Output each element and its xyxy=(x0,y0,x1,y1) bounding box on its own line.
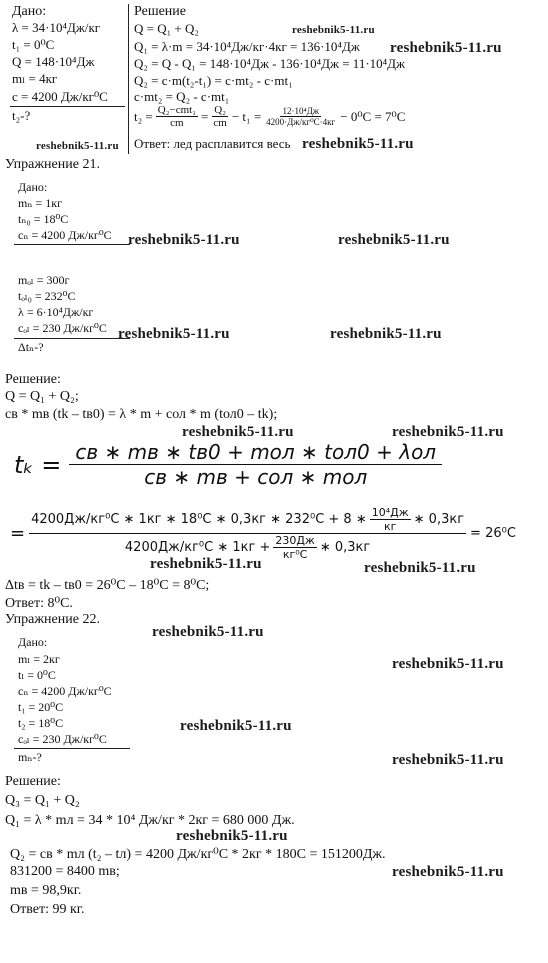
tk-formula xyxy=(14,440,442,489)
given-line: λ = 34·10⁴Дж/кг xyxy=(12,20,101,35)
watermark: reshebnik5-11.ru xyxy=(176,828,288,844)
given-divider xyxy=(14,338,130,339)
given-divider xyxy=(14,244,130,245)
given-line: Δtₙ-? xyxy=(18,340,44,354)
given-line: tₗ = 0⁰С xyxy=(18,668,56,682)
solution-line: Q = Q₁ + Q₂ xyxy=(134,21,199,36)
given-title: Дано: xyxy=(18,635,48,649)
delta-line: Δtв = tk – tв0 = 26⁰С – 18⁰С = 8⁰С; xyxy=(5,578,210,593)
solution-line: Q₃ = Q₁ + Q₂ xyxy=(5,793,80,808)
given-line: Q = 148·10⁴Дж xyxy=(12,54,95,69)
frac-num: 12·10⁴Дж xyxy=(282,105,319,116)
numeric-calc xyxy=(10,506,516,561)
solution-line: Q = Q₁ + Q₂; xyxy=(5,389,79,404)
exercise-21-title: Упражнение 21. xyxy=(5,157,100,172)
minus-t1: − t₁ = xyxy=(231,108,262,124)
watermark: reshebnik5-11.ru xyxy=(392,752,504,768)
solution-line: Q₂ = c·m(t₂-t₁) = c·mt₂ - c·mt₁ xyxy=(134,73,293,88)
solution-line: Q₁ = λ * mл = 34 * 10⁴ Дж/кг * 2кг = 680 000 Дж. xyxy=(5,813,295,828)
calc-eq: = xyxy=(10,523,26,544)
solution-line: c·mt₂ = Q₂ - c·mt₁ xyxy=(134,89,230,104)
frac-den: кг xyxy=(383,520,397,533)
given-line: tₒₗ₀ = 232⁰С xyxy=(18,289,76,303)
solution-line: 831200 = 8400 mв; xyxy=(10,864,120,879)
exercise-22-title: Упражнение 22. xyxy=(5,612,100,627)
calc-numerator: 4200Дж/кг⁰С ∗ 1кг ∗ 18⁰С ∗ 0,3кг ∗ 232⁰С + 8 ∗ xyxy=(31,512,367,527)
solution-line: Q₂ = cв * mл (t₂ – tл) = 4200 Дж/кг⁰С * 2кг * 180С = 151200Дж. xyxy=(10,847,386,862)
given-line: cₙ = 4200 Дж/кг⁰С xyxy=(18,684,112,698)
calc-denominator: 4200Дж/кг⁰С ∗ 1кг + xyxy=(124,540,271,555)
frac-num: Q₂ xyxy=(214,104,226,116)
watermark: reshebnik5-11.ru xyxy=(390,40,502,56)
formula-rhs: − 0⁰С = 7⁰С xyxy=(340,108,406,124)
frac-den: кг⁰С xyxy=(282,548,308,561)
given-title: Дано: xyxy=(12,4,47,19)
given-divider xyxy=(14,748,130,749)
given-line: mₙ = 1кг xyxy=(18,196,63,210)
given-divider xyxy=(10,106,125,107)
frac-den: cm xyxy=(213,117,227,129)
solution-title: Решение: xyxy=(5,774,61,789)
given-line: t₂-? xyxy=(12,108,31,123)
calc-result: = 26⁰С xyxy=(470,526,516,541)
given-line: mₙ-? xyxy=(18,750,42,764)
frac-den: cm xyxy=(170,117,184,129)
solution-title: Решение: xyxy=(5,372,61,387)
watermark: reshebnik5-11.ru xyxy=(180,718,292,734)
watermark: reshebnik5-11.ru xyxy=(364,560,476,576)
watermark: reshebnik5-11.ru xyxy=(392,424,504,440)
tk-numerator: cв ∗ mв ∗ tв0 + mол ∗ tол0 + λол xyxy=(69,440,442,465)
tk-lhs: tₖ = xyxy=(14,450,62,479)
solution-title: Решение xyxy=(134,4,187,19)
watermark: reshebnik5-11.ru xyxy=(330,326,442,342)
watermark: reshebnik5-11.ru xyxy=(118,326,230,342)
given-line: cₒₗ = 230 Дж/кг⁰С xyxy=(18,321,107,335)
watermark: reshebnik5-11.ru xyxy=(36,140,119,152)
given-line: cₒₗ = 230 Дж/кг⁰С xyxy=(18,732,107,746)
watermark: reshebnik5-11.ru xyxy=(302,136,414,152)
watermark: reshebnik5-11.ru xyxy=(292,24,375,36)
given-line: t₂ = 18⁰С xyxy=(18,716,64,730)
frac-num: Q₂−cmt₁ xyxy=(157,104,197,116)
frac-den: 4200·Дж/кг⁰С·4кг xyxy=(266,116,336,127)
given-line: t₁ = 20⁰С xyxy=(18,700,64,714)
solution-line: Q₁ = λ·m = 34·10⁴Дж/кг·4кг = 136·10⁴Дж xyxy=(134,39,360,54)
given-line: λ = 6·10⁴Дж/кг xyxy=(18,305,94,319)
column-divider xyxy=(128,4,129,154)
solution-line: cв * mв (tk – tв0) = λ * m + cол * m (tол0 – tk); xyxy=(5,407,278,422)
tk-denominator: cв ∗ mв + cол ∗ mол xyxy=(144,465,368,489)
watermark: reshebnik5-11.ru xyxy=(150,556,262,572)
given-line: cₙ = 4200 Дж/кг⁰С xyxy=(18,228,112,242)
calc-denominator-tail: ∗ 0,3кг xyxy=(319,540,371,555)
watermark: reshebnik5-11.ru xyxy=(338,232,450,248)
t2-formula xyxy=(134,104,405,129)
answer-21: Ответ: 8⁰С. xyxy=(5,596,73,611)
watermark: reshebnik5-11.ru xyxy=(392,656,504,672)
given-line: mₗ = 2кг xyxy=(18,652,60,666)
watermark: reshebnik5-11.ru xyxy=(182,424,294,440)
watermark: reshebnik5-11.ru xyxy=(152,624,264,640)
watermark: reshebnik5-11.ru xyxy=(128,232,240,248)
given-line: mₗ = 4кг xyxy=(12,71,58,86)
top-answer: Ответ: лед расплавится весь xyxy=(134,136,291,151)
frac-num: 230Дж xyxy=(275,534,315,547)
given-line: с = 4200 Дж/кг⁰С xyxy=(12,89,108,104)
solution-line: Q₂ = Q - Q₁ = 148·10⁴Дж - 136·10⁴Дж = 11·10⁴Дж xyxy=(134,56,406,71)
given-line: tₙ₀ = 18⁰С xyxy=(18,212,69,226)
calc-numerator-tail: ∗ 0,3кг xyxy=(413,512,465,527)
formula-lhs: t₂ = xyxy=(134,108,153,124)
answer-22: Ответ: 99 кг. xyxy=(10,902,85,917)
solution-line: mв = 98,9кг. xyxy=(10,883,82,898)
given-line: mₒₗ = 300г xyxy=(18,273,70,287)
given-line: t₁ = 0⁰С xyxy=(12,37,55,52)
frac-num: 10⁴Дж xyxy=(371,506,409,519)
eq-sign: = xyxy=(201,108,209,124)
watermark: reshebnik5-11.ru xyxy=(392,864,504,880)
given-title: Дано: xyxy=(18,180,48,194)
